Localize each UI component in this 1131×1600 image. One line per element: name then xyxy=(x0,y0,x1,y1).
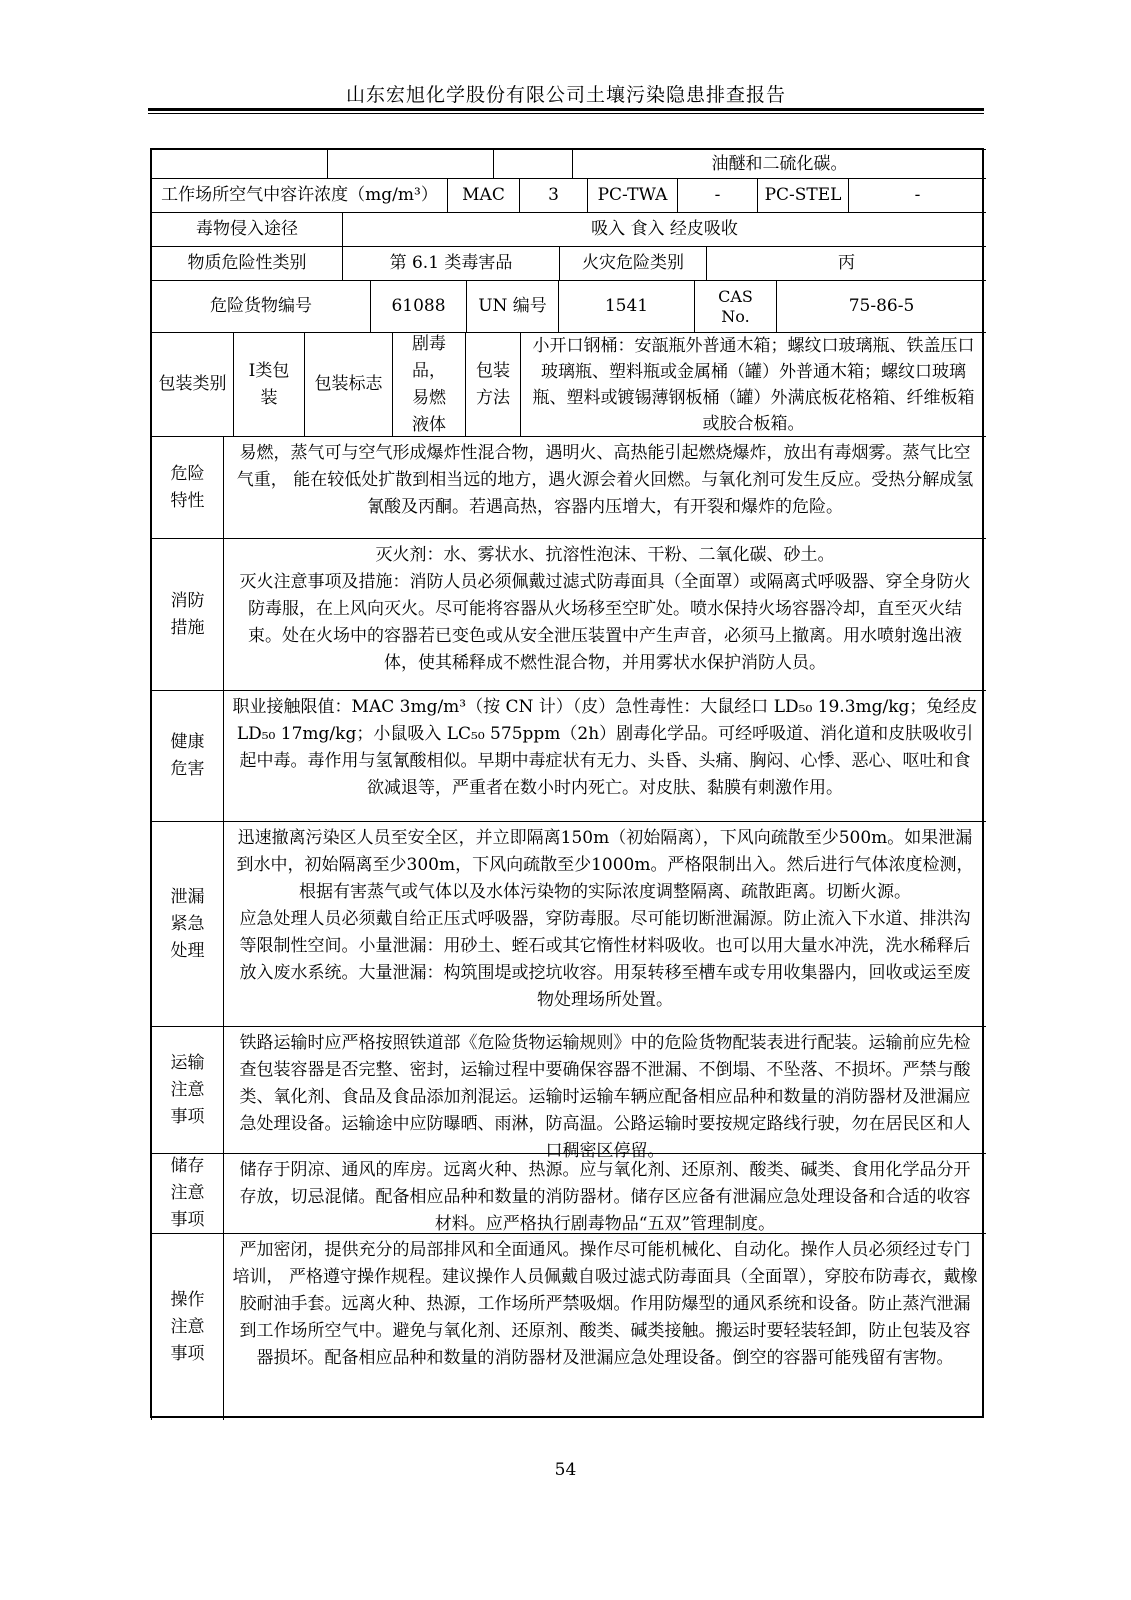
hazard-class-label: 物质危险性类别 xyxy=(151,246,342,280)
pc-stel-label: PC-STEL xyxy=(757,178,848,212)
pc-twa-value: - xyxy=(677,178,757,212)
section-body-transport xyxy=(223,1026,986,1161)
packaging-mark-value: 剧毒品，易燃液体 xyxy=(392,332,465,436)
section-body-health xyxy=(223,690,986,821)
packaging-method-value: 小开口钢桶：安瓿瓶外普通木箱；螺纹口玻璃瓶、铁盖压口玻璃瓶、塑料瓶或金属桶（罐）外普通木箱；螺纹口玻璃瓶、塑料或镀锡薄钢板桶（罐）外满底板花格箱、纤维板箱或胶合板箱。 xyxy=(520,332,986,436)
mac-label: MAC xyxy=(447,178,519,212)
un-number-value: 1541 xyxy=(558,280,694,332)
section-label-hazard: 危险特性 xyxy=(151,436,223,538)
table-cell-empty xyxy=(493,149,572,178)
un-number-label: UN 编号 xyxy=(466,280,558,332)
section-label-handling: 操作注意事项 xyxy=(151,1233,223,1420)
section-paragraph: 灭火剂：水、雾状水、抗溶性泡沫、干粉、二氧化碳、砂土。 xyxy=(375,545,835,565)
section-paragraph: 职业接触限值：MAC 3mg/m³（按 CN 计）（皮）急性毒性：大鼠经口 LD₅₀ 19.3mg/kg；兔经皮 LD₅₀ 17mg/kg；小鼠吸入 LC₅₀ 575ppm（2h）剧毒化学品。可经呼吸道、消化道和皮肤吸收引起中毒。毒作用与氢氰酸相似。早期中毒症状有无力、头昏、头痛、胸闷、心悸、恶心、呕吐和食欲减退等，严重者在数小时内死亡。对皮肤、黏膜有刺激作用。 xyxy=(232,697,978,798)
packaging-mark-label: 包装标志 xyxy=(304,332,392,436)
section-label-spill: 泄漏紧急处理 xyxy=(151,821,223,1026)
section-paragraph: 铁路运输时应严格按照铁道部《危险货物运输规则》中的危险货物配装表进行配装。运输前应先检查包装容器是否完整、密封，运输过程中要确保容器不泄漏、不倒塌、不坠落、不损坏。严禁与酸类、氧化剂、食品及食品添加剂混运。运输时运输车辆应配备相应品种和数量的消防器材及泄漏应急处理设备。运输途中应防曝晒、雨淋，防高温。公路运输时要按规定路线行驶，勿在居民区和人口稠密区停留。 xyxy=(239,1033,971,1161)
section-paragraph: 迅速撤离污染区人员至安全区，并立即隔离150m（初始隔离），下风向疏散至少500m。如果泄漏到水中，初始隔离至少300m，下风向疏散至少1000m。严格限制出入。然后进行气体浓度检测，根据有害蒸气或气体以及水体污染物的实际浓度调整隔离、疏散距离。切断火源。 xyxy=(236,828,974,902)
header-rule-thick xyxy=(148,108,984,111)
packaging-class-value: Ⅰ类包装 xyxy=(233,332,304,436)
continued-note: 油醚和二硫化碳。 xyxy=(572,149,986,178)
pc-stel-value: - xyxy=(848,178,986,212)
table-cell-empty xyxy=(327,149,493,178)
allowable-concentration-label: 工作场所空气中容许浓度（mg/m³） xyxy=(151,178,447,212)
report-header-title: 山东宏旭化学股份有限公司土壤污染隐患排查报告 xyxy=(345,84,786,106)
section-body-spill xyxy=(223,821,986,1026)
section-body-hazard xyxy=(223,436,986,538)
section-label-firefighting: 消防措施 xyxy=(151,538,223,690)
section-paragraph: 易燃，蒸气可与空气形成爆炸性混合物，遇明火、高热能引起燃烧爆炸，放出有毒烟雾。蒸气比空气重， 能在较低处扩散到相当远的地方，遇火源会着火回燃。与氧化剂可发生反应。受热分解成氢氰酸及丙酮。若遇高热，容器内压增大，有开裂和爆炸的危险。 xyxy=(236,443,974,517)
section-label-transport: 运输注意事项 xyxy=(151,1026,223,1153)
section-label-storage: 储存注意事项 xyxy=(151,1153,223,1233)
mac-value: 3 xyxy=(519,178,587,212)
cas-value: 75-86-5 xyxy=(776,280,986,332)
section-paragraph: 应急处理人员必须戴自给正压式呼吸器，穿防毒服。尽可能切断泄漏源。防止流入下水道、排洪沟等限制性空间。小量泄漏：用砂土、蛭石或其它惰性材料吸收。也可以用大量水冲洗，洗水稀释后放入废水系统。大量泄漏：构筑围堤或挖坑收容。用泵转移至槽车或专用收集器内，回收或运至废物处理场所处置。 xyxy=(239,909,971,1010)
section-paragraph: 严加密闭，提供充分的局部排风和全面通风。操作尽可能机械化、自动化。操作人员必须经过专门培训， 严格遵守操作规程。建议操作人员佩戴自吸过滤式防毒面具（全面罩），穿胶布防毒衣，戴橡胶耐油手套。远离火种、热源，工作场所严禁吸烟。作用防爆型的通风系统和设备。防止蒸汽泄漏到工作场所空气中。避免与氧化剂、还原剂、酸类、碱类接触。搬运时要轻装轻卸，防止包装及容器损坏。配备相应品种和数量的消防器材及泄漏应急处理设备。倒空的容器可能残留有害物。 xyxy=(232,1240,978,1368)
section-body-storage xyxy=(223,1153,986,1233)
exposure-route-value: 吸入 食入 经皮吸收 xyxy=(342,212,986,246)
section-paragraph: 灭火注意事项及措施：消防人员必须佩戴过滤式防毒面具（全面罩）或隔离式呼吸器、穿全身防火防毒服，在上风向灭火。尽可能将容器从火场移至空旷处。喷水保持火场容器冷却，直至灭火结束。处在火场中的容器若已变色或从安全泄压装置中产生声音，必须马上撤离。用水喷射逸出液体，使其稀释成不燃性混合物，并用雾状水保护消防人员。 xyxy=(239,572,971,673)
packaging-method-label: 包装方法 xyxy=(465,332,520,436)
fire-hazard-label: 火灾危险类别 xyxy=(559,246,706,280)
dangerous-goods-number-value: 61088 xyxy=(370,280,466,332)
hazard-class-value: 第 6.1 类毒害品 xyxy=(342,246,559,280)
section-label-health: 健康危害 xyxy=(151,690,223,821)
table-cell-empty xyxy=(151,149,327,178)
section-body-handling xyxy=(223,1233,986,1420)
exposure-route-label: 毒物侵入途径 xyxy=(151,212,342,246)
packaging-class-label: 包装类别 xyxy=(151,332,233,436)
pc-twa-label: PC-TWA xyxy=(587,178,677,212)
fire-hazard-value: 丙 xyxy=(706,246,986,280)
cas-label: CAS No. xyxy=(694,280,776,332)
section-paragraph: 储存于阴凉、通风的库房。远离火种、热源。应与氧化剂、还原剂、酸类、碱类、食用化学品分开存放，切忌混储。配备相应品种和数量的消防器材。储存区应备有泄漏应急处理设备和合适的收容材料。应严格执行剧毒物品“五双”管理制度。 xyxy=(239,1160,971,1234)
page-number: 54 xyxy=(554,1460,577,1480)
section-body-firefighting xyxy=(223,538,986,690)
header-rule-thin xyxy=(148,113,984,114)
msds-table xyxy=(150,148,984,1418)
dangerous-goods-number-label: 危险货物编号 xyxy=(151,280,370,332)
